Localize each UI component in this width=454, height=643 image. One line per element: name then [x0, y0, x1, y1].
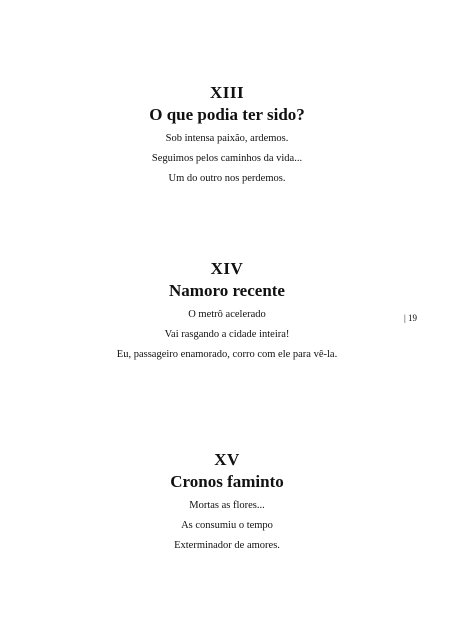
poem-verse: Um do outro nos perdemos.: [168, 173, 286, 184]
poem-numeral: XV: [214, 450, 240, 469]
poem-verse: Mortas as flores...: [189, 500, 265, 511]
poem-xv: [0, 450, 454, 559]
poem-verse: Vai rasgando a cidade inteira!: [164, 329, 290, 340]
poem-verse: Exterminador de amores.: [174, 540, 280, 551]
poem-numeral: XIII: [209, 83, 245, 102]
poem-xiv: [0, 259, 454, 368]
poem-title: Cronos famintο: [170, 472, 284, 491]
page-number: | 19: [404, 313, 418, 323]
poem-verse: Eu, passageiro enamorado, corro com ele para vê-la.: [116, 349, 338, 360]
poem-title: Namoro recente: [169, 281, 285, 300]
poem-verse: Sob intensa paixão, ardemos.: [165, 133, 289, 144]
poem-verse: Seguimos pelos caminhos da vida...: [151, 153, 303, 164]
poem-xiii: [0, 83, 454, 192]
poem-verse: O metrô acelerado: [188, 309, 266, 320]
poem-title: O que podia ter sido?: [149, 105, 305, 124]
poem-verse: As consumiu o tempo: [181, 520, 273, 531]
poem-numeral: XIV: [210, 259, 244, 278]
